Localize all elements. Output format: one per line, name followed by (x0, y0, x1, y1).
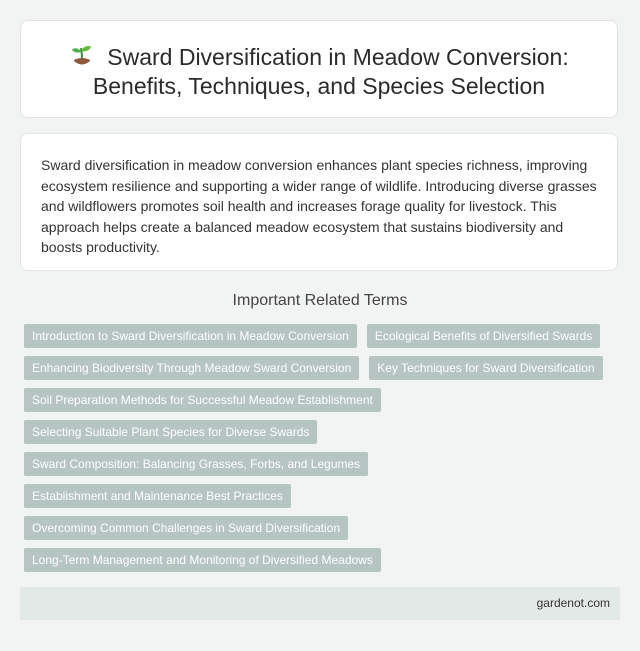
term-tag[interactable]: Key Techniques for Sward Diversification (369, 356, 602, 380)
term-tag[interactable]: Establishment and Maintenance Best Practices (24, 484, 291, 508)
term-tag[interactable]: Enhancing Biodiversity Through Meadow Sward Conversion (24, 356, 359, 380)
title-text-line-1: Sward Diversification in Meadow Conversion: (107, 44, 569, 70)
related-terms-heading: Important Related Terms (232, 292, 408, 309)
terms-row (24, 420, 624, 452)
terms-row (24, 324, 624, 356)
summary-text: Sward diversification in meadow conversion enhances plant species richness, improving ecosystem resilience and supporting a wider range of wildlife. Introducing diverse grasses and wildflowers promotes soil health and increases forage quality for livestock. This approach helps create a balanced meadow ecosystem that sustains biodiversity and boosts productivity. (41, 157, 597, 255)
title-card (20, 20, 618, 118)
terms-row (24, 516, 624, 548)
terms-row (24, 548, 624, 580)
title-line-1 (21, 43, 617, 72)
page-title (21, 43, 617, 101)
terms-row (24, 356, 624, 388)
terms-row (24, 388, 624, 420)
title-line-2: Benefits, Techniques, and Species Selection (92, 73, 546, 99)
term-tag[interactable]: Long-Term Management and Monitoring of Diversified Meadows (24, 548, 381, 572)
footer-site-link[interactable]: gardenot.com (536, 596, 610, 610)
summary-card (20, 133, 618, 271)
sprout-icon (69, 43, 95, 69)
term-tag[interactable]: Sward Composition: Balancing Grasses, Forbs, and Legumes (24, 452, 368, 476)
term-tag[interactable]: Overcoming Common Challenges in Sward Diversification (24, 516, 348, 540)
term-tag[interactable]: Ecological Benefits of Diversified Swards (367, 324, 600, 348)
terms-row (24, 484, 624, 516)
footer (20, 587, 620, 620)
term-tag[interactable]: Introduction to Sward Diversification in Meadow Conversion (24, 324, 357, 348)
related-terms-list (24, 324, 624, 580)
term-tag[interactable]: Soil Preparation Methods for Successful Meadow Establishment (24, 388, 381, 412)
terms-row (24, 452, 624, 484)
term-tag[interactable]: Selecting Suitable Plant Species for Diverse Swards (24, 420, 317, 444)
